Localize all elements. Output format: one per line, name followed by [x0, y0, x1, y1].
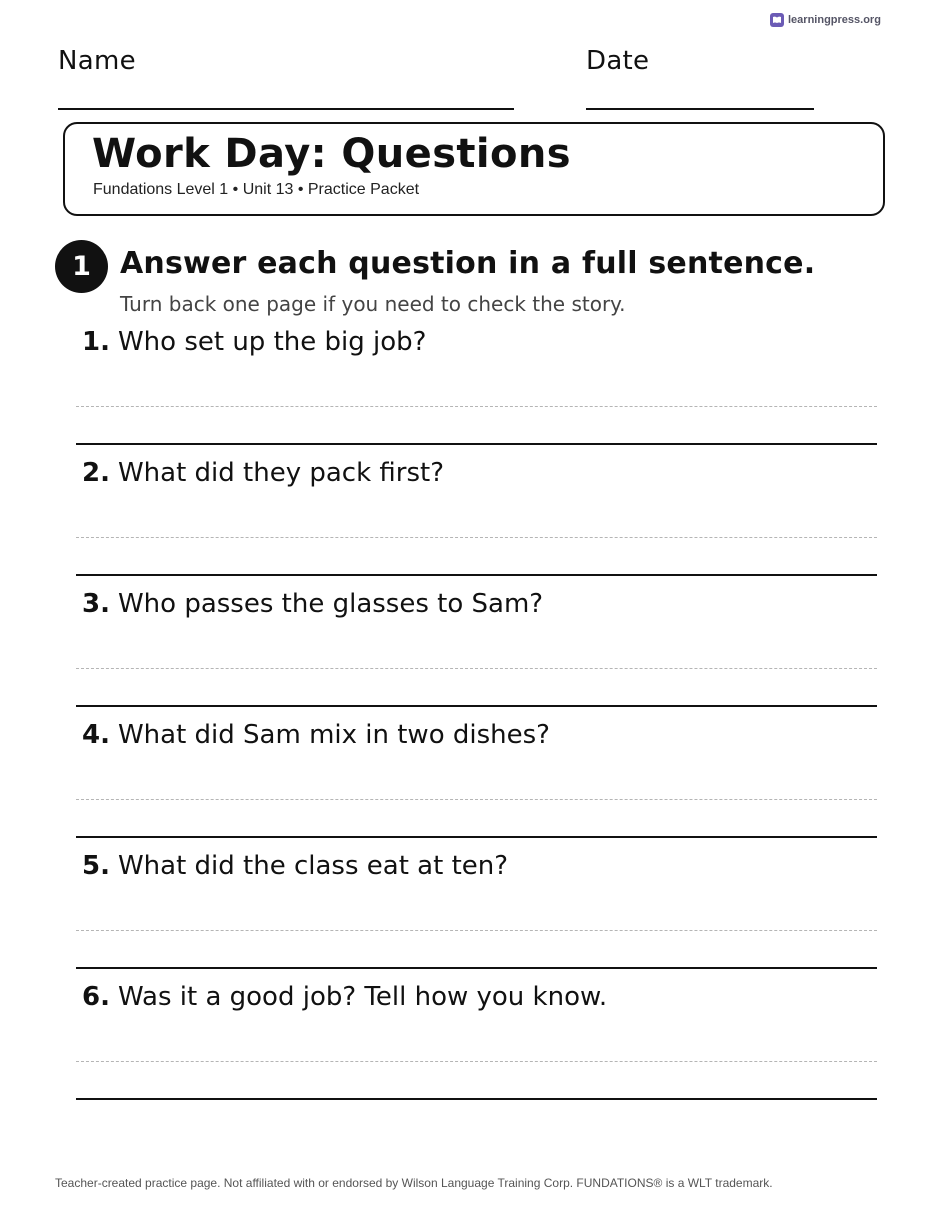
footer-disclaimer: Teacher-created practice page. Not affiliated with or endorsed by Wilson Language Training Corp. FUNDATIONS® is a WLT trademark.: [55, 1176, 773, 1190]
answer-guide-line[interactable]: [76, 406, 877, 407]
question-number: 5.: [82, 851, 110, 881]
question-text: Who set up the big job?: [117, 327, 427, 357]
answer-guide-line[interactable]: [76, 930, 877, 931]
question-label: [82, 851, 508, 881]
question-label: [82, 720, 550, 750]
question-number: 2.: [82, 458, 110, 488]
page-subtitle: Fundations Level 1 • Unit 13 • Practice Packet: [93, 181, 420, 198]
question-number: 6.: [82, 982, 110, 1012]
brand-text: learningpress.org: [788, 14, 881, 26]
question-number: 1.: [82, 327, 110, 357]
section-number-badge: 1: [55, 240, 108, 293]
question-text: Was it a good job? Tell how you know.: [117, 982, 608, 1012]
question-text: What did they pack first?: [117, 458, 445, 488]
section-title: Answer each question in a full sentence.: [120, 246, 816, 281]
name-line[interactable]: [58, 108, 514, 110]
question-number: 3.: [82, 589, 110, 619]
book-icon: [770, 13, 784, 27]
answer-guide-line[interactable]: [76, 668, 877, 669]
question-label: [82, 982, 607, 1012]
question-text: What did Sam mix in two dishes?: [117, 720, 550, 750]
question-text: What did the class eat at ten?: [117, 851, 509, 881]
answer-base-line[interactable]: [76, 705, 877, 707]
date-label: Date: [586, 46, 650, 76]
question-text: Who passes the glasses to Sam?: [117, 589, 544, 619]
answer-base-line[interactable]: [76, 443, 877, 445]
title-box: [63, 122, 885, 216]
answer-base-line[interactable]: [76, 836, 877, 838]
question-label: [82, 458, 444, 488]
section-subtitle: Turn back one page if you need to check the story.: [120, 292, 626, 316]
date-line[interactable]: [586, 108, 814, 110]
answer-guide-line[interactable]: [76, 1061, 877, 1062]
answer-base-line[interactable]: [76, 574, 877, 576]
question-label: [82, 589, 543, 619]
answer-base-line[interactable]: [76, 967, 877, 969]
page-title: Work Day: Questions: [92, 131, 572, 177]
answer-base-line[interactable]: [76, 1098, 877, 1100]
question-number: 4.: [82, 720, 110, 750]
answer-guide-line[interactable]: [76, 799, 877, 800]
brand-logo: [770, 13, 881, 27]
answer-guide-line[interactable]: [76, 537, 877, 538]
name-label: Name: [58, 46, 136, 76]
question-label: [82, 327, 426, 357]
